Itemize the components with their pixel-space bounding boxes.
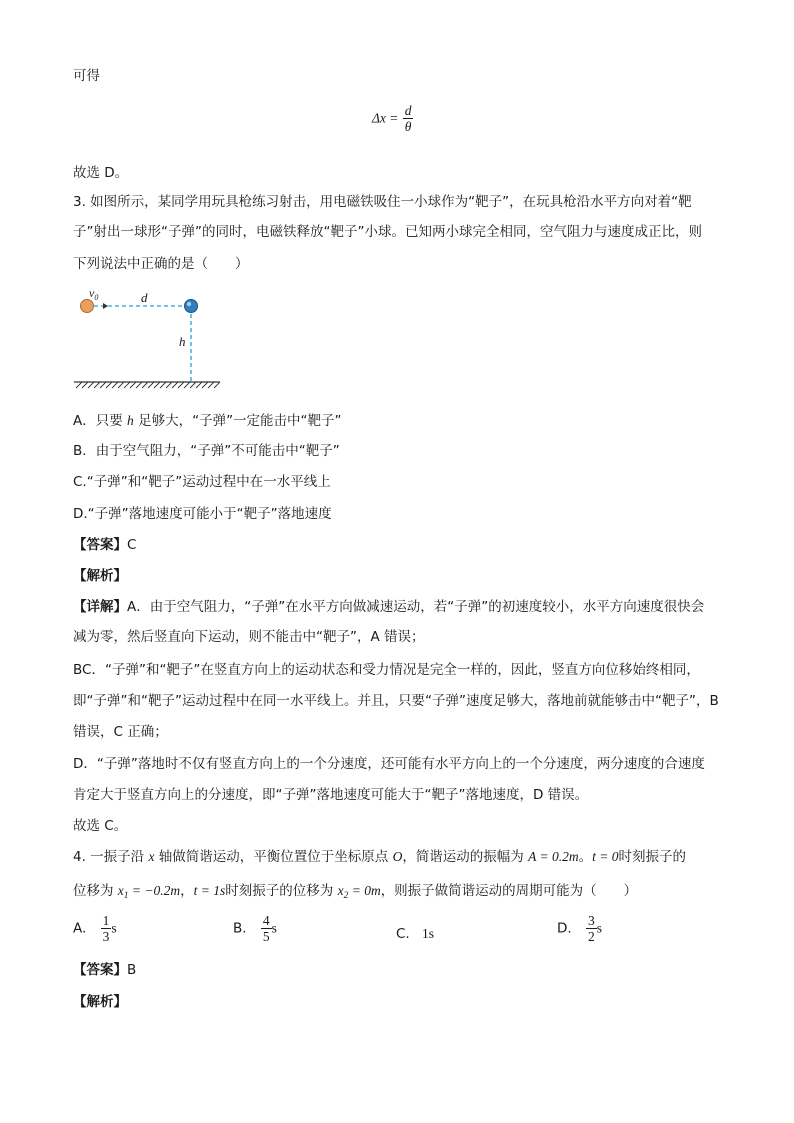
q4-stem-line2: 位移为 $x_1 = -0.2m$，t = 1s时刻振子的位移为 $x_2 = 0m$，则振子做简谐运动的周期可能为（ ）: [73, 883, 638, 901]
answer-value: C: [127, 537, 137, 553]
prev-conclusion: 故选 D。: [73, 165, 129, 181]
top-text: 可得: [73, 68, 100, 84]
q3-detail-line2: 减为零，然后竖直向下运动，则不能击中“靶子”，A 错误；: [73, 629, 425, 645]
v0-label: $v_0$: [89, 286, 99, 302]
q3-option-c: C.“子弹”和“靶子”运动过程中在一水平线上: [73, 474, 331, 490]
velocity-arrowhead: [103, 303, 108, 309]
q4-analysis-tag: 【解析】: [73, 994, 127, 1010]
q3-detail-line4: 即“子弹”和“靶子”运动过程中在同一水平线上。并且，只要“子弹”速度足够大，落地前就能够击中“靶子”，B: [73, 693, 719, 709]
q3-answer: [73, 535, 136, 555]
formula-fraction: [403, 103, 414, 134]
q3-conclusion: 故选 C。: [73, 818, 128, 834]
q3-stem-line3: 下列说法中正确的是（ ）: [73, 256, 249, 272]
formula: [372, 103, 413, 134]
answer-tag: 【答案】: [73, 962, 127, 978]
q4-stem-line1: 4. 一振子沿 x 轴做简谐运动，平衡位置位于坐标原点 O，简谐运动的振幅为 A = 0.2m。t = 0时刻振子的: [73, 849, 686, 865]
q4-option-b: B. $\frac{4}{5}$ s: [233, 913, 277, 944]
formula-lhs: Δx =: [372, 110, 399, 126]
q3-stem-line2: 子”射出一球形“子弹”的同时，电磁铁释放“靶子”小球。已知两小球完全相同，空气阻力与速度成正比，则: [73, 224, 702, 240]
opt-a-suffix: 足够大，“子弹”一定能击中“靶子”: [133, 413, 342, 429]
q3-option-b: B．由于空气阻力，“子弹”不可能击中“靶子”: [73, 443, 340, 459]
q4-option-a: A. $\frac{1}{3}$ s: [73, 913, 117, 944]
target-ball-highlight: [187, 302, 191, 306]
detail-tag: 【详解】: [73, 599, 127, 615]
bullet-ball: [81, 300, 94, 313]
q3-detail-line7: 肯定大于竖直方向上的分速度，即“子弹”落地速度可能大于“靶子”落地速度，D 错误。: [73, 787, 589, 803]
q3-analysis-tag: 【解析】: [73, 568, 127, 584]
q4-option-d: D. $\frac{3}{2}$ s: [557, 913, 602, 944]
q3-detail-line1: [73, 597, 704, 617]
answer-tag: 【答案】: [73, 537, 127, 553]
q3-detail-line5: 错误，C 正确；: [73, 724, 168, 740]
d-label: d: [141, 290, 148, 305]
q3-detail-line3: BC．“子弹”和“靶子”在竖直方向上的运动状态和受力情况是完全一样的，因此，竖直方向位移始终相同，: [73, 662, 700, 678]
formula-den: θ: [404, 119, 412, 134]
detail-text-1: A．由于空气阻力，“子弹”在水平方向做减速运动，若“子弹”的初速度较小，水平方向速度很快会: [127, 599, 705, 615]
q3-figure: [70, 284, 225, 396]
answer-value: B: [127, 962, 137, 978]
ground-hatching: [76, 382, 220, 388]
q4-answer: [73, 960, 136, 980]
q3-detail-line6: D．“子弹”落地时不仅有竖直方向上的一个分速度，还可能有水平方向上的一个分速度，两分速度的合速度: [73, 756, 705, 772]
q3-option-a: [73, 411, 342, 431]
formula-num: d: [404, 103, 412, 118]
q3-stem-line1: 3. 如图所示，某同学用玩具枪练习射击，用电磁铁吸住一小球作为“靶子”，在玩具枪沿水平方向对着“靶: [73, 194, 692, 210]
q3-option-d: D.“子弹”落地速度可能小于“靶子”落地速度: [73, 506, 332, 522]
target-ball: [185, 300, 198, 313]
q4-option-c: C. 1s: [396, 926, 435, 942]
h-label: h: [179, 334, 186, 349]
opt-a-var: h: [127, 413, 134, 428]
opt-a-prefix: A．只要: [73, 413, 128, 429]
